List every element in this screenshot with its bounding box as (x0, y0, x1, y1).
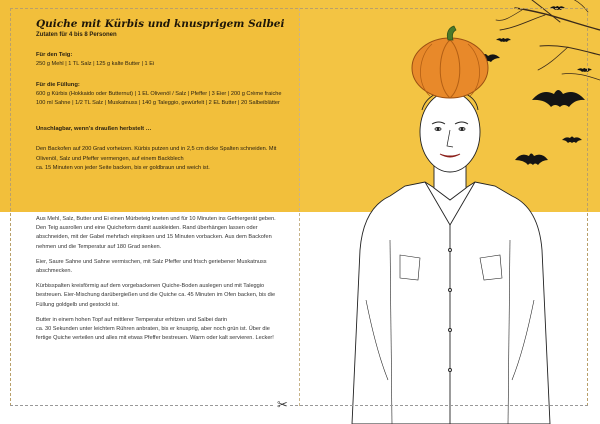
scissors-icon: ✂ (277, 397, 288, 412)
step-text: nehmen und die Temperatur auf 180 Grad senken. (36, 243, 162, 250)
bat-icon (515, 154, 548, 166)
filling-line: 100 ml Sahne | 1/2 TL Salz | Muskatnuss | 140 g Taleggio, gewürfelt | 2 EL Butter | 20 Salbeiblätter (36, 100, 280, 107)
branches-decoration (496, 0, 600, 80)
recipe-subtitle: Zutaten für 4 bis 8 Personen (36, 32, 117, 38)
recipe-lower-text (36, 215, 286, 343)
step-text: Kürbisspalten kreisförmig auf dem vorgebackenen Quiche-Boden auslegen und mit Taleggio (36, 283, 265, 290)
dough-heading: Für den Teig: (36, 52, 73, 59)
bat-icon (562, 137, 582, 144)
step-text: ca. 15 Minuten von jeder Seite backen, bis er goldbraun und weich ist. (36, 164, 210, 171)
step-text: fertige Quiche verteilen und alles mit etwas Pfeffer bestreuen. Warm oder kalt servieren. Lecker! (36, 335, 274, 342)
bat-icon (496, 38, 511, 42)
step-text: Den Teig ausrollen und eine Quicheform damit auskleiden. Rand überhängen lassen oder (36, 225, 258, 232)
recipe-upper-text (36, 18, 286, 173)
step-text: Eier, Saure Sahne und Sahne vermischen, mit Salz Pfeffer und frisch geriebener Muskatnuss (36, 258, 267, 265)
pumpkin-icon (412, 26, 488, 98)
step-text: Aus Mehl, Salz, Butter und Ei einen Mürbeteig kneten und für 10 Minuten ins Gefriergerät geben. (36, 216, 276, 222)
recipe-title: Quiche mit Kürbis und knusprigem Salbei (36, 18, 285, 30)
step-text: Olivenöl, Salz und Pfeffer vermengen, auf einem Backblech (36, 155, 184, 162)
step-text: Den Backofen auf 200 Grad vorheizen. Kürbis putzen und in 2,5 cm dicke Spalten schneiden. Mit (36, 146, 277, 153)
bat-icon (550, 6, 565, 10)
step-text: ca. 30 Sekunden unter leichtem Rühren anbraten, bis er knusprig, aber noch grün ist. Über die (36, 326, 270, 333)
bats-decoration (470, 6, 592, 165)
step-text: abschneiden, mit der Gabel mehrfach einpiksen und 15 Minuten vorbacken. Aus dem Backofen (36, 234, 272, 241)
step-text: Butter in einem hohen Topf auf mittlerer Temperatur erhitzen und Salbei darin (36, 316, 228, 323)
person-head (420, 92, 480, 172)
step-text: bestreuen. Eier-Mischung darübergießen und die Quiche ca. 45 Minuten im Ofen backen, bis die (36, 292, 276, 299)
bat-icon (577, 68, 592, 72)
filling-line: 600 g Kürbis (Hokkaido oder Butternut) | 1 EL Olivenöl / Salz | Pfeffer | 3 Eier | 200 g Crème fraiche (36, 90, 282, 97)
intro-heading: Unschlagbar, wenn's draußen herbstelt … (36, 126, 152, 133)
cut-line (10, 405, 588, 406)
step-text: abschmecken. (36, 268, 73, 275)
person-figure (352, 182, 550, 424)
bat-icon (532, 90, 585, 107)
filling-heading: Für die Füllung: (36, 81, 80, 88)
fold-line (299, 8, 300, 406)
dough-items: 250 g Mehl | 1 TL Salz | 125 g kalte Butter | 1 Ei (36, 61, 155, 68)
step-text: Füllung goldgelb und gestockt ist. (36, 301, 120, 308)
halloween-illustration (300, 0, 600, 424)
